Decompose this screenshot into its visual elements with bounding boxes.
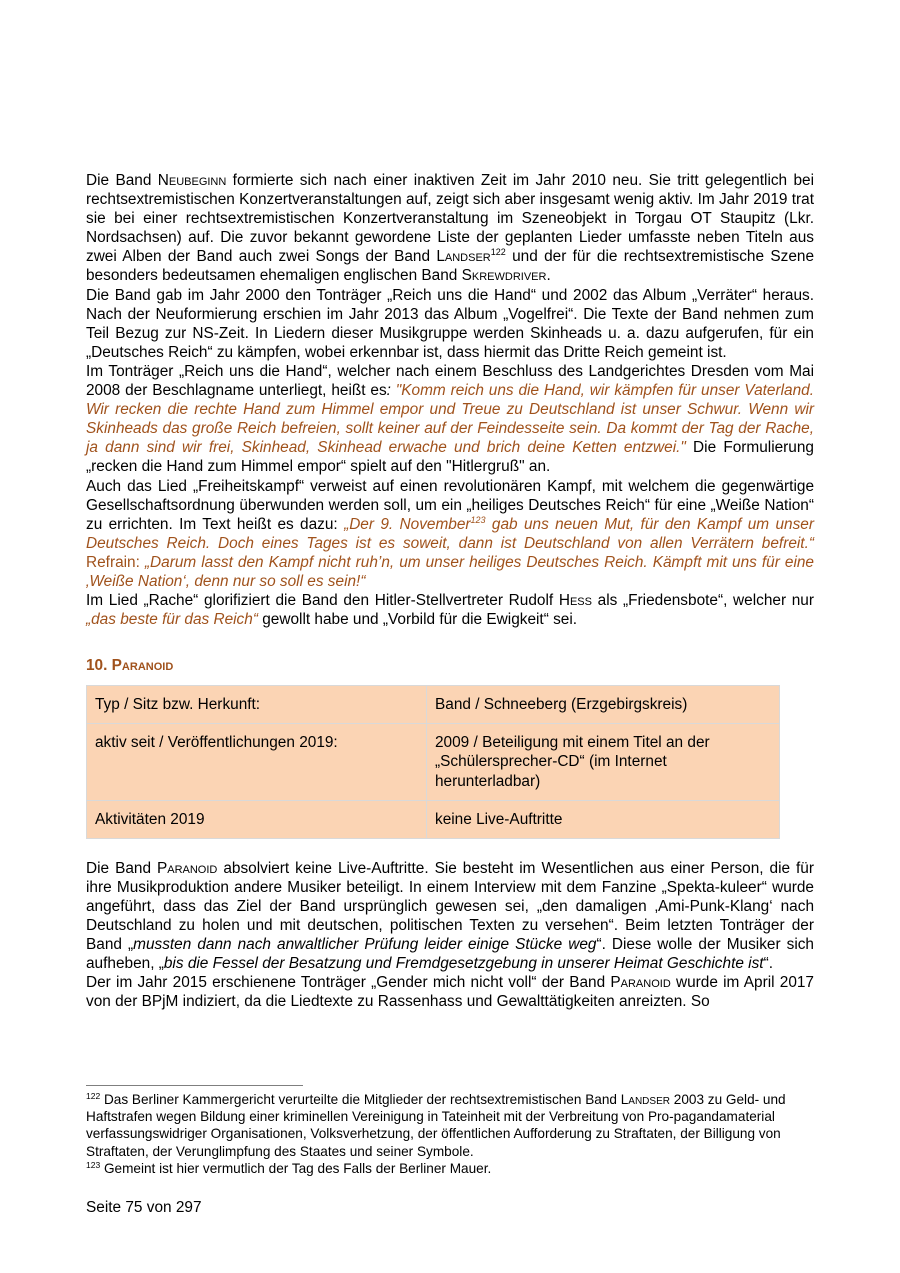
footnote-number: 123 (86, 1159, 101, 1170)
band-name: Paranoid (156, 859, 218, 877)
paragraph-rache (86, 591, 814, 629)
text: Auch das Lied „Freiheitskampf“ verweist auf einen revolutionären Kampf, mit welchem die gegenwärtige Gesellschaftsordnung überwunden werden soll, um ein „heiliges Deutsches Reich“ für eine „Weiße Nation“ zu errichten. Im Text heißt es dazu: (86, 477, 814, 533)
band-name: Neubeginn (157, 172, 227, 189)
person-name: Hess (558, 592, 592, 610)
lyrics-quote: "Komm reich uns die Hand, wir kämpfen für unser Vaterland. Wir recken die rechte Hand zum Himmel empor und Treue zu Deutschland ist unser Schwur. Wenn wir Skinheads das große Reich befreien, sollt keiner auf der Feindesseite sein. Da kommt der Tag der Rache, ja dann sind wir frei, Skinhead, Skinhead erwache und brich deine Ketten entzwei." (86, 382, 814, 457)
lyrics-quote: „Darum lasst den Kampf nicht ruh’n, um unser heiliges Deutsches Reich. Kämpft mit uns für eine ‚Weiße Nation‘, denn nur so soll es sein!“ (86, 553, 814, 590)
paragraph-reich-uns-die-hand (86, 362, 814, 477)
text: als „Friedensbote“, welcher nur (591, 592, 814, 610)
lyrics-quote: „das beste für das Reich“ (86, 611, 258, 629)
band-name: Landser (436, 248, 491, 266)
table-row (87, 686, 780, 724)
text: Die Band (86, 859, 157, 877)
table-cell-value: keine Live-Auftritte (427, 800, 780, 838)
text: “. Diese wolle der Musiker sich aufheben, „ (86, 936, 814, 973)
text: 2003 zu Geld- und Haftstrafen wegen Bildung einer kriminellen Vereinigung in Tateinheit mit der Verbreitung von Pro-pagandamaterial verfassungswidriger Organisationen, Volksverhetzung, der öffentlichen Aufforderung zu Straftaten, der Billigung von Straftaten, der Verunglimpfung des Staates und seiner Symbole. (86, 1092, 786, 1159)
paragraph-paranoid-intro (86, 859, 814, 974)
paragraph-gender-mich-nicht-voll (86, 973, 814, 1011)
quote: bis die Fessel der Besatzung und Fremdgesetzgebung in unserer Heimat Geschichte ist (163, 955, 764, 973)
band-name: Paranoid (610, 974, 671, 992)
table-cell-value: 2009 / Beteiligung mit einem Titel an der „Schülersprecher-CD“ (im Internet herunterladbar) (427, 724, 780, 800)
table-cell-label: Typ / Sitz bzw. Herkunft: (87, 686, 427, 724)
table-row (87, 724, 780, 800)
text: Die Band (86, 172, 158, 189)
text: Der im Jahr 2015 erschienene Tonträger „Gender mich nicht voll“ der Band (86, 974, 611, 992)
text: “. (763, 955, 773, 973)
paranoid-text (86, 859, 814, 1012)
text: und der für die rechtsextremistische Szene besonders bedeutsamen ehemaligen englischen Band (86, 248, 815, 285)
text: Im Tonträger „Reich uns die Hand“, welcher nach einem Beschluss des Landgerichtes Dresden vom Mai 2008 der Beschlagname unterliegt, heißt es (86, 362, 814, 400)
table-row (87, 800, 780, 838)
footnote-ref-123[interactable]: 123 (470, 514, 486, 525)
section-heading-paranoid (86, 657, 814, 679)
table-cell-label: aktiv seit / Veröffentlichungen 2019: (87, 724, 427, 800)
band-info-table (86, 685, 780, 838)
footnote-separator (86, 1085, 303, 1086)
section-title: Paranoid (111, 657, 174, 675)
text: Gemeint ist hier vermutlich der Tag des Falls der Berliner Mauer. (100, 1160, 492, 1176)
quote: mussten dann nach anwaltlicher Prüfung leider einige Stücke weg (133, 936, 597, 954)
footnote-ref-122[interactable]: 122 (490, 247, 506, 258)
footnotes (86, 1091, 814, 1177)
lyrics-quote: gab uns neuen Mut, für den Kampf um unser Deutsches Reich. Doch eines Tages ist es soweit, dann ist Deutschland von allen Verrätern befreit.“ (86, 515, 814, 552)
paragraph-neubeginn-intro (86, 171, 814, 286)
footnote-123 (86, 1160, 814, 1177)
section-number: 10. (86, 657, 112, 675)
text: Im Lied „Rache“ glorifiziert die Band den Hitler-Stellvertreter Rudolf (86, 592, 559, 610)
paragraph-discography: Die Band gab im Jahr 2000 den Tonträger „Reich uns die Hand“ und 2002 das Album „Verräter“ heraus. Nach der Neuformierung erschien im Jahr 2013 das Album „Vogelfrei“. Die Texte der Band nehmen zum Teil Bezug zur NS-Zeit. In Liedern dieser Musikgruppe werden Skinheads u. a. dazu aufgerufen, für ein „Deutsches Reich“ zu kämpfen, wobei erkennbar ist, dass hiermit das Dritte Reich gemeint ist. (86, 286, 814, 361)
band-name: Skrewdriver (461, 267, 547, 285)
text: absolviert keine Live-Auftritte. Sie besteht im Wesentlichen aus einer Person, die für ihre Musikproduktion andere Musiker beteiligt. In einem Interview mit dem Fanzine „Spekta-kuleer“ wurde angeführt, dass das Ziel der Band ursprünglich gewesen sei, „den damaligen ‚Ami-Punk-Klang‘ nach Deutschland zu holen und mit deutschen, politischen Texten zu versehen“. Beim letzten Tonträger der Band „ (86, 859, 814, 954)
text: gewollt habe und „Vorbild für die Ewigkeit“ sei. (257, 611, 578, 629)
text: formierte sich nach einer inaktiven Zeit im Jahr 2010 neu. Sie tritt gelegentlich bei rechtsextremistischen Konzertveranstaltungen auf, zeigt sich aber insgesamt wenig aktiv. Im Jahr 2019 trat sie bei einer rechtsextremistischen Konzertveranstaltung im Szeneobjekt in Torgau OT Staupitz (Lkr. Nordsachsen) auf. Die zuvor bekannt gewordene Liste der geplanten Lieder umfasste neben Titeln aus zwei Alben der Band auch zwei Songs der Band (86, 172, 815, 266)
footnote-number: 122 (86, 1091, 101, 1101)
text: Das Berliner Kammergericht verurteilte die Mitglieder der rechtsextremistischen Band (100, 1092, 621, 1107)
text: : (386, 382, 396, 400)
band-name: Landser (620, 1092, 670, 1107)
table-cell-label: Aktivitäten 2019 (87, 800, 427, 838)
text: Die Formulierung „recken die Hand zum Himmel empor“ spielt auf den "Hitlergruß" an. (86, 439, 814, 476)
footnote-122 (86, 1091, 814, 1160)
text: . (546, 267, 551, 285)
lyrics-quote: „Der 9. November (344, 515, 471, 533)
table-cell-value: Band / Schneeberg (Erzgebirgskreis) (427, 686, 780, 724)
page-number: Seite 75 von 297 (86, 1199, 202, 1216)
refrain-label: Refrain: (86, 553, 145, 571)
text: wurde im April 2017 von der BPjM indiziert, da die Liedtexte zu Rassenhass und Gewalttätigkeiten anreizten. So (86, 974, 814, 1011)
main-content (86, 171, 814, 1011)
paragraph-freiheitskampf (86, 477, 814, 592)
